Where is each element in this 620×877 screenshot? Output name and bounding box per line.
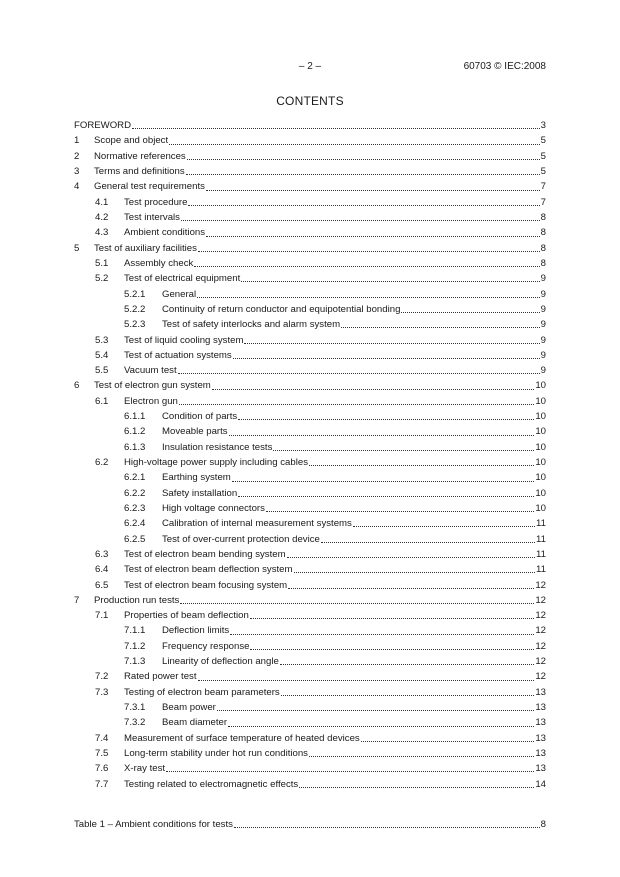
- toc-entry-number: 3: [74, 166, 80, 178]
- toc-entry-number: 7.4: [95, 732, 109, 744]
- toc-entry-title: Vacuum test: [124, 365, 177, 377]
- toc-entry-page: 5: [540, 166, 546, 178]
- toc-entry-number: 6.1.3: [124, 441, 146, 453]
- dot-leader: [244, 342, 539, 344]
- toc-entry-number: 6.2.5: [124, 533, 146, 545]
- dot-leader: [206, 235, 540, 237]
- toc-entry-page: 11: [536, 548, 546, 560]
- dot-leader: [280, 663, 535, 665]
- toc-entry[interactable]: [74, 118, 546, 133]
- toc-entry[interactable]: [74, 608, 546, 623]
- toc-entry-number: 4.2: [95, 212, 109, 224]
- toc-entry-number: 2: [74, 150, 80, 162]
- toc-entry-number: 6.2.4: [124, 518, 146, 530]
- table-entry[interactable]: [74, 817, 546, 832]
- toc-entry-number: 7.2: [95, 671, 109, 683]
- toc-entry-title: Earthing system: [162, 472, 231, 484]
- dot-leader: [194, 265, 539, 267]
- toc-entry[interactable]: [74, 179, 546, 194]
- dot-leader: [309, 464, 534, 466]
- toc-entry-page: 9: [540, 288, 546, 300]
- toc-entry-page: 13: [535, 686, 546, 698]
- toc-entry[interactable]: [74, 577, 546, 592]
- dot-leader: [266, 510, 534, 512]
- toc-entry[interactable]: [74, 501, 546, 516]
- toc-entry-title: Testing of electron beam parameters: [124, 686, 280, 698]
- toc-entry-title: Test of electron gun system: [94, 380, 211, 392]
- toc-entry-page: 10: [535, 502, 546, 514]
- toc-entry[interactable]: [74, 363, 546, 378]
- dot-leader: [212, 388, 535, 390]
- toc-entry-title: Test of safety interlocks and alarm system: [162, 319, 341, 331]
- toc-entry-number: 6.2.2: [124, 487, 146, 499]
- toc-entry-number: 6.2: [95, 457, 109, 469]
- toc-entry[interactable]: [74, 531, 546, 546]
- toc-entry-number: 5.2.1: [124, 288, 146, 300]
- toc-entry-title: Test of over-current protection device: [162, 533, 320, 545]
- toc-entry-title: Test intervals: [124, 212, 180, 224]
- toc-entry[interactable]: [74, 715, 546, 730]
- toc-entry-number: 7: [74, 594, 80, 606]
- dot-leader: [198, 250, 540, 252]
- toc-entry[interactable]: [74, 256, 546, 271]
- toc-entry-title: Test of electron beam bending system: [124, 548, 286, 560]
- toc-entry-page: 10: [535, 487, 546, 499]
- dot-leader: [217, 709, 534, 711]
- toc-entry-title: Condition of parts: [162, 411, 238, 423]
- toc-entry[interactable]: [74, 731, 546, 746]
- dot-leader: [206, 189, 540, 191]
- toc-entry-page: 5: [540, 135, 546, 147]
- toc-entry-page: 8: [540, 227, 546, 239]
- toc-entry-number: 6.4: [95, 564, 109, 576]
- dot-leader: [361, 740, 535, 742]
- toc-entry-number: 4.3: [95, 227, 109, 239]
- dot-leader: [281, 694, 535, 696]
- toc-entry-page: 9: [540, 365, 546, 377]
- toc-entry-page: 9: [540, 273, 546, 285]
- toc-entry-page: 9: [540, 319, 546, 331]
- toc-entry[interactable]: [74, 409, 546, 424]
- dot-leader: [228, 725, 534, 727]
- toc-entry-title: High-voltage power supply including cables: [124, 457, 308, 469]
- toc-entry-title: Safety installation: [162, 487, 238, 499]
- dot-leader: [241, 280, 539, 282]
- toc-entry-title: Testing related to electromagnetic effects: [124, 778, 299, 790]
- toc-entry-page: 8: [540, 212, 546, 224]
- toc-entry-title: FOREWORD: [74, 120, 132, 132]
- toc-entry[interactable]: [74, 562, 546, 577]
- dot-leader: [299, 786, 534, 788]
- toc-entry-number: 1: [74, 135, 80, 147]
- toc-entry-page: 13: [535, 717, 546, 729]
- toc-entry[interactable]: [74, 195, 546, 210]
- dot-leader: [132, 127, 540, 129]
- toc-entry-title: Electron gun: [124, 395, 178, 407]
- toc-entry-title: Moveable parts: [162, 426, 228, 438]
- toc-entry-page: 10: [535, 411, 546, 423]
- toc-entry-page: 13: [535, 763, 546, 775]
- toc-entry-number: 5.5: [95, 365, 109, 377]
- dot-leader: [179, 403, 534, 405]
- toc-entry-page: 9: [540, 303, 546, 315]
- toc-entry[interactable]: [74, 593, 546, 608]
- toc-entry-title: Beam diameter: [162, 717, 228, 729]
- dot-leader: [178, 372, 540, 374]
- toc-entry-number: 7.3.2: [124, 717, 146, 729]
- toc-entry-title: Test procedure: [124, 196, 188, 208]
- toc-entry[interactable]: [74, 547, 546, 562]
- toc-entry[interactable]: [74, 225, 546, 240]
- toc-entry-title: General test requirements: [94, 181, 205, 193]
- toc-entry-page: 8: [540, 257, 546, 269]
- toc-entry[interactable]: [74, 685, 546, 700]
- dot-leader: [233, 357, 540, 359]
- toc-entry[interactable]: [74, 271, 546, 286]
- toc-entry[interactable]: [74, 133, 546, 148]
- dot-leader: [309, 755, 534, 757]
- toc-entry-title: Test of auxiliary facilities: [94, 242, 197, 254]
- dot-leader: [353, 525, 535, 527]
- dot-leader: [229, 434, 535, 436]
- toc-entry-title: Test of electron beam deflection system: [124, 564, 293, 576]
- toc-entry-page: 9: [540, 334, 546, 346]
- toc-entry[interactable]: [74, 486, 546, 501]
- dot-leader: [232, 480, 535, 482]
- toc-entry-page: 12: [535, 671, 546, 683]
- toc-entry-number: 7.6: [95, 763, 109, 775]
- table-entry-page: 8: [540, 819, 546, 830]
- toc-entry[interactable]: [74, 424, 546, 439]
- contents-title: CONTENTS: [276, 94, 344, 108]
- toc-entry[interactable]: [74, 746, 546, 761]
- toc-entry[interactable]: [74, 378, 546, 393]
- toc-entry-number: 5.2.3: [124, 319, 146, 331]
- toc-entry-number: 5: [74, 242, 80, 254]
- toc-entry-title: Continuity of return conductor and equipotential bonding: [162, 303, 401, 315]
- toc-entry-page: 14: [535, 778, 546, 790]
- toc-entry-page: 9: [540, 349, 546, 361]
- toc-entry[interactable]: [74, 149, 546, 164]
- list-of-tables: [74, 817, 546, 832]
- toc-entry[interactable]: [74, 455, 546, 470]
- dot-leader: [198, 679, 535, 681]
- dot-leader: [401, 311, 539, 313]
- toc-entry[interactable]: [74, 654, 546, 669]
- toc-entry-number: 6.1.2: [124, 426, 146, 438]
- dot-leader: [187, 158, 540, 160]
- toc-entry-number: 5.1: [95, 257, 109, 269]
- toc-entry[interactable]: [74, 623, 546, 638]
- dot-leader: [166, 770, 534, 772]
- toc-entry-page: 12: [535, 610, 546, 622]
- dot-leader: [238, 495, 534, 497]
- toc-entry-number: 6.3: [95, 548, 109, 560]
- page-number: – 2 –: [298, 61, 322, 72]
- toc-entry-page: 5: [540, 150, 546, 162]
- toc-entry-page: 12: [535, 625, 546, 637]
- toc-entry-page: 11: [536, 564, 546, 576]
- toc-entry-number: 7.1: [95, 610, 109, 622]
- toc-entry-title: Rated power test: [124, 671, 197, 683]
- toc-entry[interactable]: [74, 669, 546, 684]
- toc-entry-title: Beam power: [162, 702, 216, 714]
- toc-entry[interactable]: [74, 700, 546, 715]
- toc-entry-number: 7.5: [95, 747, 109, 759]
- dot-leader: [230, 633, 534, 635]
- dot-leader: [197, 296, 540, 298]
- toc-entry[interactable]: [74, 761, 546, 776]
- toc-entry-number: 5.2: [95, 273, 109, 285]
- dot-leader: [169, 143, 540, 145]
- toc-entry-title: General: [162, 288, 197, 300]
- toc-entry-page: 8: [540, 242, 546, 254]
- toc-entry-title: Production run tests: [94, 594, 180, 606]
- table-entry-title: Table 1 – Ambient conditions for tests: [74, 819, 233, 830]
- toc-entry-page: 12: [535, 640, 546, 652]
- toc-entry[interactable]: [74, 440, 546, 455]
- toc-entry[interactable]: [74, 332, 546, 347]
- dot-leader: [273, 449, 534, 451]
- toc-entry[interactable]: [74, 286, 546, 301]
- toc-entry-number: 6: [74, 380, 80, 392]
- toc-entry-page: 12: [535, 594, 546, 606]
- toc-entry-title: Linearity of deflection angle: [162, 656, 279, 668]
- toc-entry-title: Test of liquid cooling system: [124, 334, 244, 346]
- dot-leader: [341, 326, 540, 328]
- toc-entry-title: X-ray test: [124, 763, 166, 775]
- toc-entry-title: Long-term stability under hot run conditions: [124, 747, 308, 759]
- toc-entry-page: 10: [535, 457, 546, 469]
- toc-entry-title: Ambient conditions: [124, 227, 206, 239]
- toc-entry-number: 7.7: [95, 778, 109, 790]
- dot-leader: [287, 556, 535, 558]
- dot-leader: [321, 541, 535, 543]
- dot-leader: [234, 826, 540, 828]
- toc-entry[interactable]: [74, 516, 546, 531]
- toc-entry[interactable]: [74, 164, 546, 179]
- toc-entry-page: 12: [535, 656, 546, 668]
- toc-entry-number: 7.1.2: [124, 640, 146, 652]
- toc-entry[interactable]: [74, 210, 546, 225]
- toc-entry-page: 3: [540, 120, 546, 132]
- toc-entry-page: 11: [536, 518, 546, 530]
- toc-entry-number: 5.2.2: [124, 303, 146, 315]
- toc-entry-number: 7.3.1: [124, 702, 146, 714]
- toc-entry-number: 6.2.1: [124, 472, 146, 484]
- toc-entry-number: 5.4: [95, 349, 109, 361]
- toc-entry-number: 4: [74, 181, 80, 193]
- toc-entry-title: Test of electrical equipment: [124, 273, 241, 285]
- toc-entry-number: 4.1: [95, 196, 109, 208]
- toc-entry-page: 7: [540, 196, 546, 208]
- toc-entry-number: 6.5: [95, 579, 109, 591]
- dot-leader: [238, 418, 534, 420]
- toc-entry-title: Scope and object: [94, 135, 169, 147]
- toc-entry-title: Normative references: [94, 150, 186, 162]
- toc-entry[interactable]: [74, 639, 546, 654]
- toc-entry-title: High voltage connectors: [162, 502, 265, 514]
- toc-entry-page: 7: [540, 181, 546, 193]
- toc-entry[interactable]: [74, 241, 546, 256]
- toc-entry-title: Properties of beam deflection: [124, 610, 249, 622]
- toc-entry-page: 10: [535, 395, 546, 407]
- toc-entry-title: Deflection limits: [162, 625, 230, 637]
- dot-leader: [180, 602, 534, 604]
- toc-entry[interactable]: [74, 776, 546, 791]
- dot-leader: [186, 173, 540, 175]
- toc-entry-title: Terms and definitions: [94, 166, 185, 178]
- toc-entry-title: Measurement of surface temperature of heated devices: [124, 732, 360, 744]
- toc-entry[interactable]: [74, 394, 546, 409]
- table-of-contents: [74, 118, 546, 792]
- toc-entry[interactable]: [74, 348, 546, 363]
- toc-entry-page: 10: [535, 426, 546, 438]
- toc-entry-title: Insulation resistance tests: [162, 441, 273, 453]
- toc-entry-number: 6.2.3: [124, 502, 146, 514]
- toc-entry-number: 7.1.3: [124, 656, 146, 668]
- toc-entry-number: 5.3: [95, 334, 109, 346]
- doc-reference: 60703 © IEC:2008: [463, 61, 546, 72]
- toc-entry-number: 7.3: [95, 686, 109, 698]
- dot-leader: [181, 219, 540, 221]
- toc-entry-title: Frequency response: [162, 640, 250, 652]
- toc-entry-number: 7.1.1: [124, 625, 146, 637]
- dot-leader: [288, 587, 534, 589]
- dot-leader: [294, 571, 536, 573]
- toc-entry-title: Test of electron beam focusing system: [124, 579, 288, 591]
- toc-entry-number: 6.1: [95, 395, 109, 407]
- toc-entry[interactable]: [74, 302, 546, 317]
- toc-entry-page: 10: [535, 472, 546, 484]
- toc-entry-page: 13: [535, 702, 546, 714]
- dot-leader: [188, 204, 539, 206]
- toc-entry-page: 11: [536, 533, 546, 545]
- toc-entry-page: 10: [535, 441, 546, 453]
- toc-entry-page: 10: [535, 380, 546, 392]
- toc-entry-number: 6.1.1: [124, 411, 146, 423]
- toc-entry-page: 12: [535, 579, 546, 591]
- toc-entry-title: Assembly check: [124, 257, 194, 269]
- toc-entry[interactable]: [74, 470, 546, 485]
- toc-entry-page: 13: [535, 747, 546, 759]
- dot-leader: [250, 617, 535, 619]
- toc-entry-page: 13: [535, 732, 546, 744]
- toc-entry-title: Test of actuation systems: [124, 349, 232, 361]
- toc-entry[interactable]: [74, 317, 546, 332]
- toc-entry-title: Calibration of internal measurement systems: [162, 518, 352, 530]
- dot-leader: [250, 648, 534, 650]
